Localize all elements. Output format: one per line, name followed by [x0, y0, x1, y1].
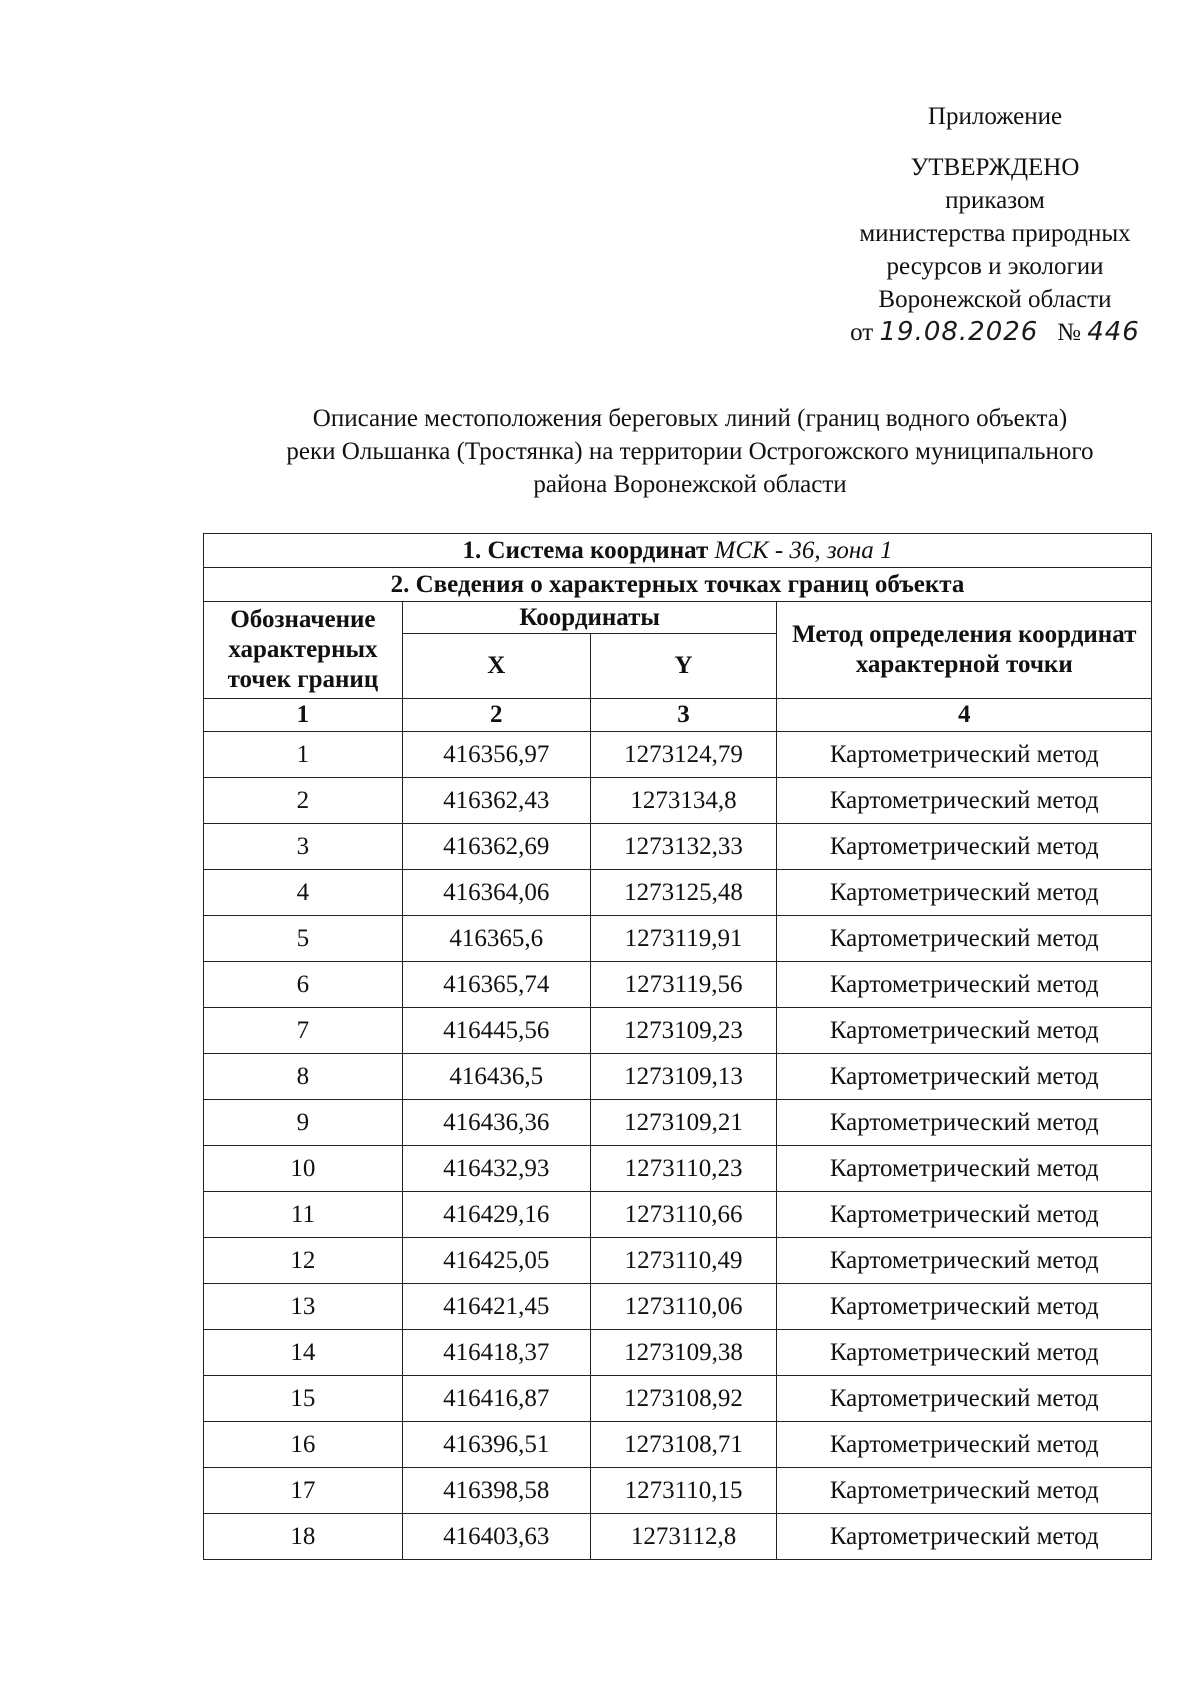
point-number-cell: 6: [204, 962, 403, 1008]
point-number-cell: 1: [204, 732, 403, 778]
point-number-cell: 5: [204, 916, 403, 962]
y-coordinate-cell: 1273124,79: [590, 732, 777, 778]
approval-date-line: [760, 316, 1200, 349]
point-number-cell: 15: [204, 1376, 403, 1422]
coordinates-table: [203, 533, 1152, 1560]
method-cell: Картометрический метод: [777, 916, 1152, 962]
y-coordinate-cell: 1273110,49: [590, 1238, 777, 1284]
approval-line-order: приказом: [945, 187, 1045, 214]
header-x: X: [402, 634, 590, 699]
point-number-cell: 2: [204, 778, 403, 824]
handwritten-number: 446: [1087, 317, 1140, 347]
point-number-cell: 12: [204, 1238, 403, 1284]
x-coordinate-cell: 416403,63: [402, 1514, 590, 1560]
method-cell: Картометрический метод: [777, 1514, 1152, 1560]
approval-line-region: Воронежской области: [878, 286, 1112, 313]
title-line-3: района Воронежской области: [533, 471, 847, 498]
table-row: [204, 732, 1152, 778]
y-coordinate-cell: 1273110,15: [590, 1468, 777, 1514]
point-number-cell: 3: [204, 824, 403, 870]
method-cell: Картометрический метод: [777, 1008, 1152, 1054]
y-coordinate-cell: 1273108,71: [590, 1422, 777, 1468]
table-row: [204, 1376, 1152, 1422]
y-coordinate-cell: 1273119,91: [590, 916, 777, 962]
points-info-label: 2. Сведения о характерных точках границ объекта: [204, 568, 1152, 602]
table-row: [204, 1330, 1152, 1376]
column-number-row: [204, 699, 1152, 732]
x-coordinate-cell: 416365,74: [402, 962, 590, 1008]
table-row: [204, 1284, 1152, 1330]
coordinate-system-row: [204, 534, 1152, 568]
handwritten-date: 19.08.2026: [879, 317, 1039, 347]
y-coordinate-cell: 1273110,06: [590, 1284, 777, 1330]
points-info-row: [204, 568, 1152, 602]
table-row: [204, 1422, 1152, 1468]
y-coordinate-cell: 1273109,23: [590, 1008, 777, 1054]
number-label: №: [1057, 319, 1081, 346]
method-cell: Картометрический метод: [777, 778, 1152, 824]
y-coordinate-cell: 1273119,56: [590, 962, 777, 1008]
y-coordinate-cell: 1273110,23: [590, 1146, 777, 1192]
point-number-cell: 8: [204, 1054, 403, 1100]
header-coordinates: Координаты: [402, 602, 777, 634]
x-coordinate-cell: 416445,56: [402, 1008, 590, 1054]
header-method: Метод определения координат характерной точки: [777, 602, 1152, 699]
point-number-cell: 14: [204, 1330, 403, 1376]
column-number-1: 1: [204, 699, 403, 732]
table-row: [204, 1238, 1152, 1284]
y-coordinate-cell: 1273125,48: [590, 870, 777, 916]
column-number-3: 3: [590, 699, 777, 732]
header-row-1: [204, 602, 1152, 634]
y-coordinate-cell: 1273110,66: [590, 1192, 777, 1238]
approval-block: [760, 100, 1200, 349]
point-number-cell: 13: [204, 1284, 403, 1330]
method-cell: Картометрический метод: [777, 1284, 1152, 1330]
method-cell: Картометрический метод: [777, 1330, 1152, 1376]
point-number-cell: 16: [204, 1422, 403, 1468]
x-coordinate-cell: 416356,97: [402, 732, 590, 778]
x-coordinate-cell: 416396,51: [402, 1422, 590, 1468]
y-coordinate-cell: 1273132,33: [590, 824, 777, 870]
x-coordinate-cell: 416425,05: [402, 1238, 590, 1284]
point-number-cell: 18: [204, 1514, 403, 1560]
table-row: [204, 1514, 1152, 1560]
table-row: [204, 778, 1152, 824]
title-line-2: реки Ольшанка (Тростянка) на территории Острогожского муниципального: [286, 438, 1094, 465]
spacer: [760, 133, 1200, 151]
method-cell: Картометрический метод: [777, 1100, 1152, 1146]
table-row: [204, 1054, 1152, 1100]
x-coordinate-cell: 416362,43: [402, 778, 590, 824]
coordinate-system-label: 1. Система координат: [462, 536, 709, 564]
method-cell: Картометрический метод: [777, 1468, 1152, 1514]
coordinate-system-value: МСК - 36, зона 1: [714, 536, 893, 564]
x-coordinate-cell: 416362,69: [402, 824, 590, 870]
table-row: [204, 870, 1152, 916]
table-row: [204, 916, 1152, 962]
approval-line-resources: ресурсов и экологии: [886, 253, 1104, 280]
document-title: [180, 402, 1200, 501]
y-coordinate-cell: 1273134,8: [590, 778, 777, 824]
x-coordinate-cell: 416416,87: [402, 1376, 590, 1422]
column-number-2: 2: [402, 699, 590, 732]
table-row: [204, 962, 1152, 1008]
y-coordinate-cell: 1273109,38: [590, 1330, 777, 1376]
table-row: [204, 1100, 1152, 1146]
y-coordinate-cell: 1273109,13: [590, 1054, 777, 1100]
x-coordinate-cell: 416429,16: [402, 1192, 590, 1238]
header-point: Обозначение характерных точек границ: [204, 602, 403, 699]
x-coordinate-cell: 416432,93: [402, 1146, 590, 1192]
x-coordinate-cell: 416398,58: [402, 1468, 590, 1514]
title-line-1: Описание местоположения береговых линий (границ водного объекта): [312, 405, 1068, 432]
column-number-4: 4: [777, 699, 1152, 732]
approved-stamp-text: УТВЕРЖДЕНО: [910, 154, 1080, 181]
coordinate-system-cell: [204, 534, 1152, 568]
method-cell: Картометрический метод: [777, 1192, 1152, 1238]
point-number-cell: 9: [204, 1100, 403, 1146]
table-row: [204, 1468, 1152, 1514]
point-number-cell: 17: [204, 1468, 403, 1514]
x-coordinate-cell: 416418,37: [402, 1330, 590, 1376]
appendix-label: Приложение: [927, 103, 1063, 130]
point-number-cell: 11: [204, 1192, 403, 1238]
y-coordinate-cell: 1273112,8: [590, 1514, 777, 1560]
from-label: от: [850, 319, 874, 346]
method-cell: Картометрический метод: [777, 1376, 1152, 1422]
x-coordinate-cell: 416365,6: [402, 916, 590, 962]
y-coordinate-cell: 1273109,21: [590, 1100, 777, 1146]
table-row: [204, 1008, 1152, 1054]
method-cell: Картометрический метод: [777, 824, 1152, 870]
point-number-cell: 4: [204, 870, 403, 916]
method-cell: Картометрический метод: [777, 870, 1152, 916]
method-cell: Картометрический метод: [777, 1146, 1152, 1192]
table-row: [204, 1146, 1152, 1192]
approval-line-ministry: министерства природных: [859, 220, 1131, 247]
table-row: [204, 1192, 1152, 1238]
method-cell: Картометрический метод: [777, 1054, 1152, 1100]
header-y: Y: [590, 634, 777, 699]
method-cell: Картометрический метод: [777, 732, 1152, 778]
method-cell: Картометрический метод: [777, 1238, 1152, 1284]
x-coordinate-cell: 416436,5: [402, 1054, 590, 1100]
method-cell: Картометрический метод: [777, 962, 1152, 1008]
point-number-cell: 7: [204, 1008, 403, 1054]
table-row: [204, 824, 1152, 870]
x-coordinate-cell: 416364,06: [402, 870, 590, 916]
x-coordinate-cell: 416436,36: [402, 1100, 590, 1146]
y-coordinate-cell: 1273108,92: [590, 1376, 777, 1422]
x-coordinate-cell: 416421,45: [402, 1284, 590, 1330]
method-cell: Картометрический метод: [777, 1422, 1152, 1468]
point-number-cell: 10: [204, 1146, 403, 1192]
